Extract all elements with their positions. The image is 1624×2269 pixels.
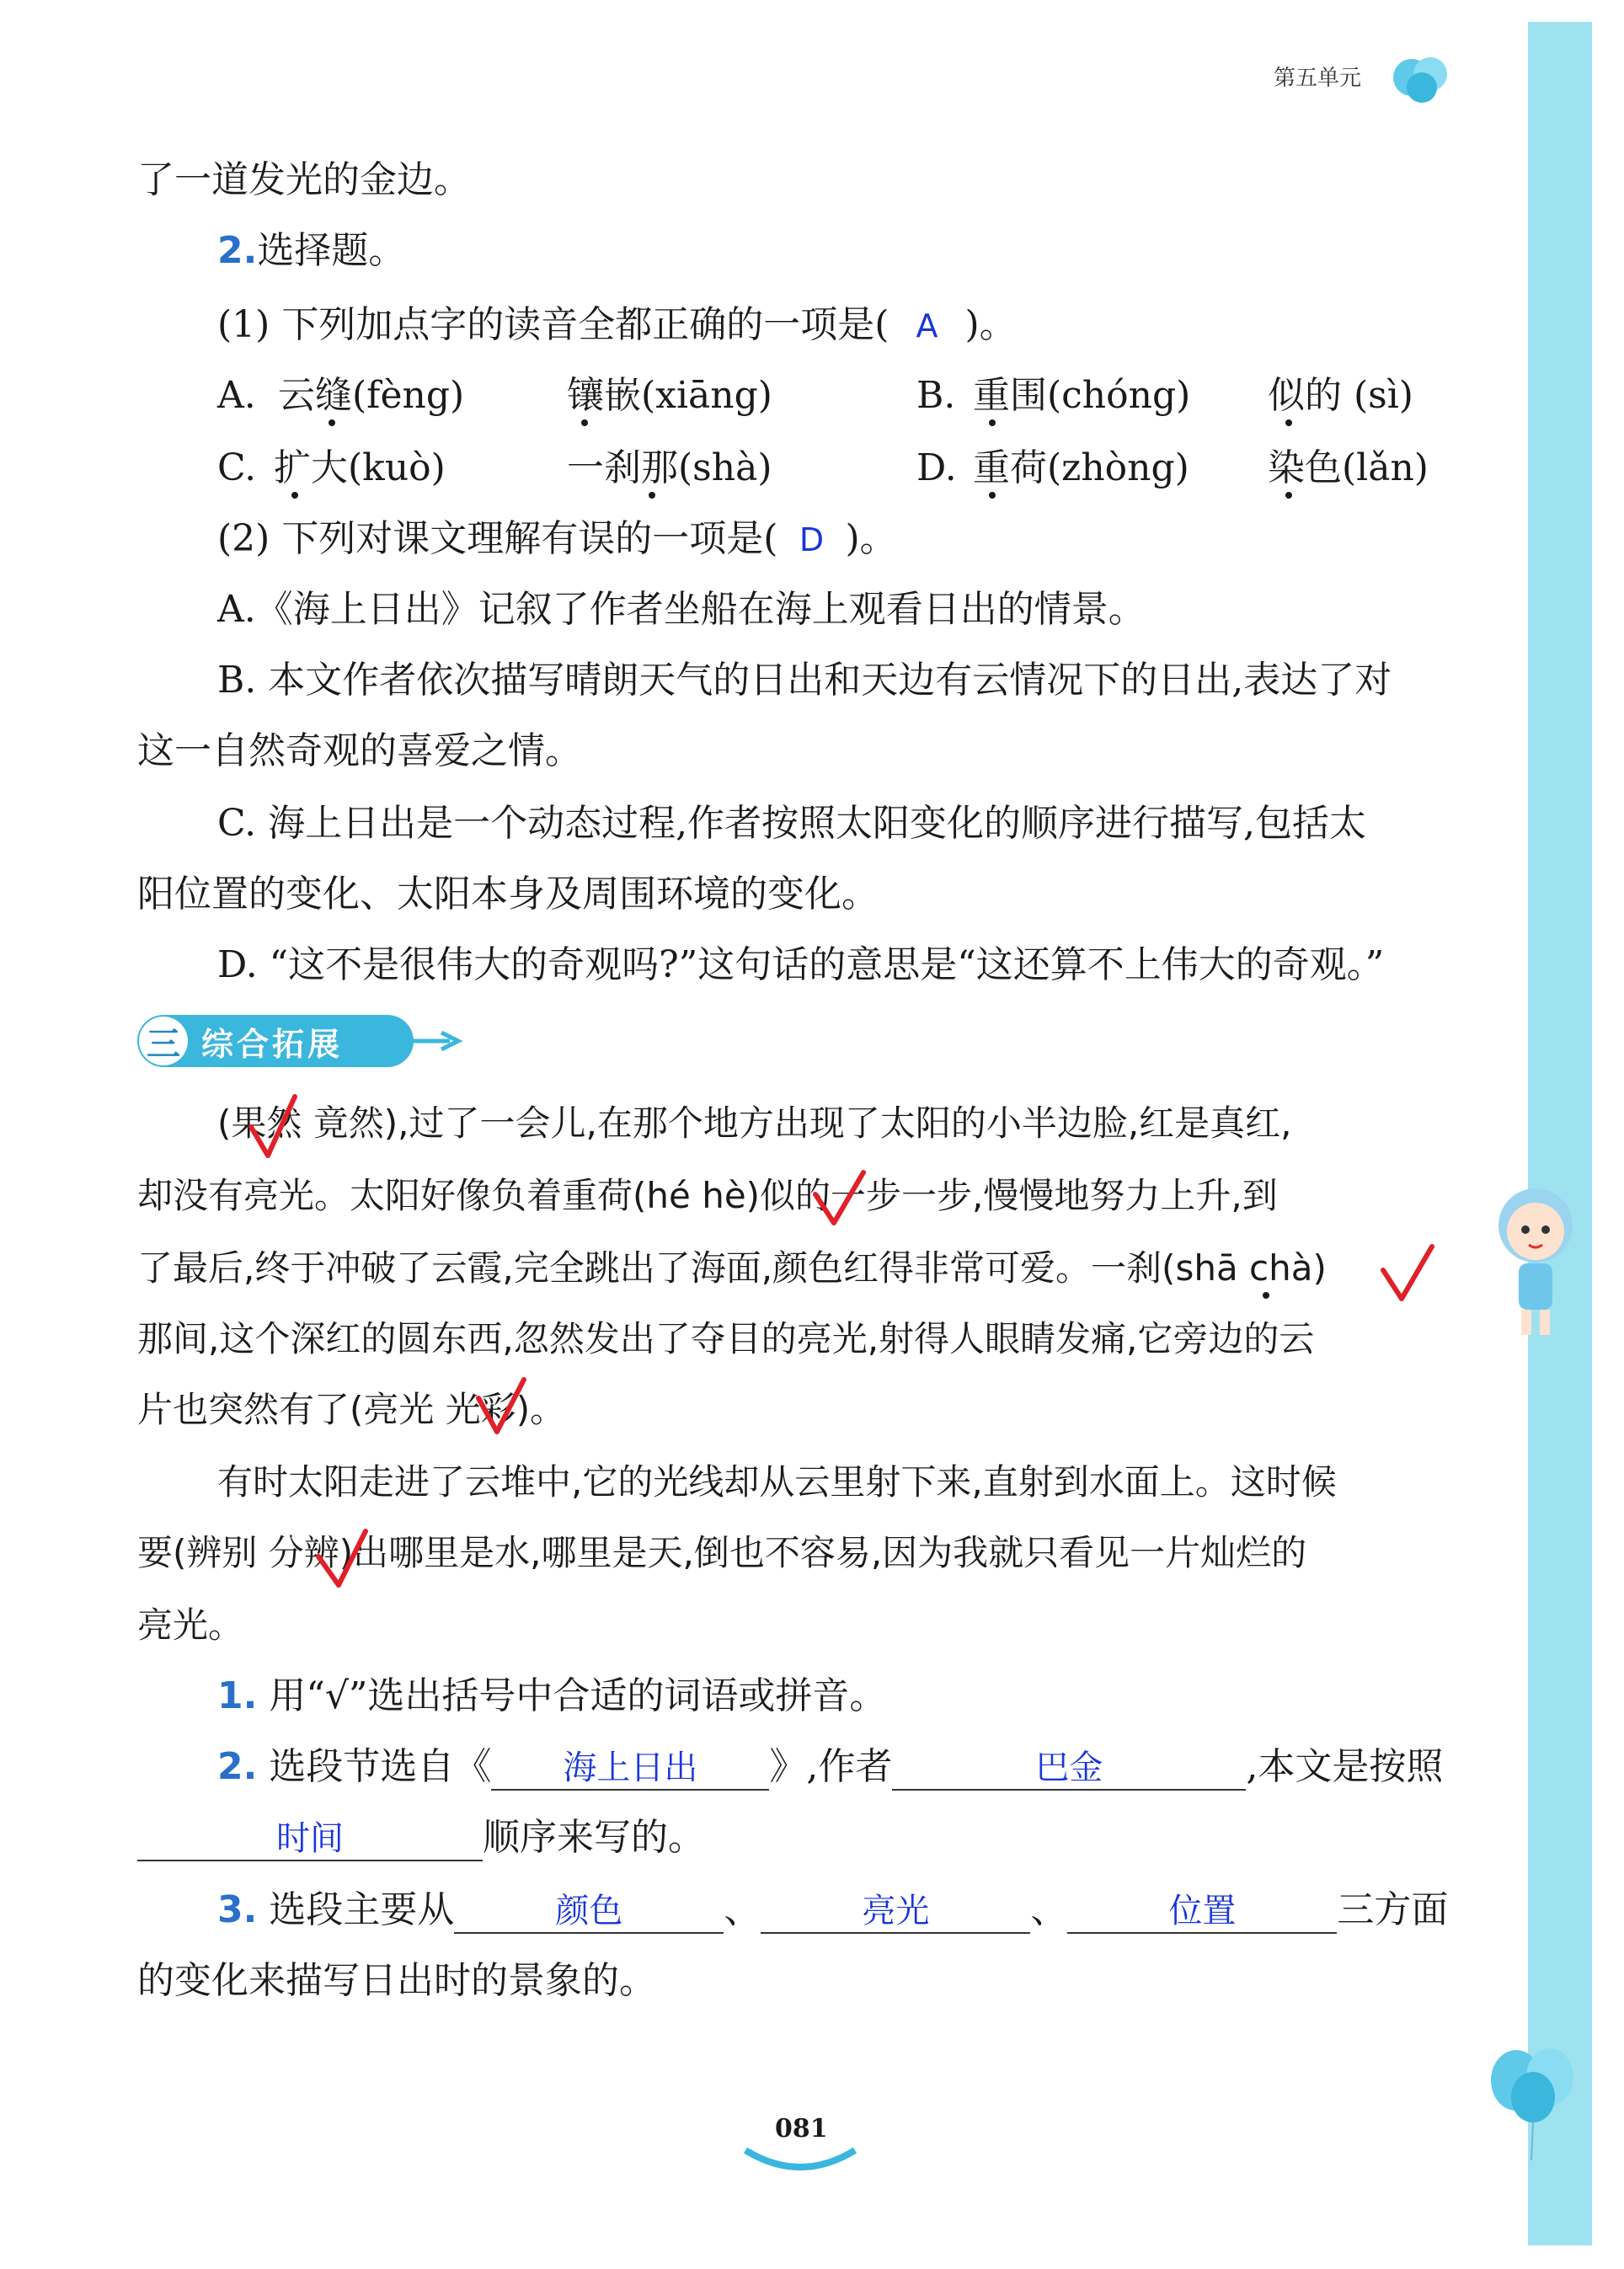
task-2-answer-author: 巴金 <box>892 1747 1246 1791</box>
passage-line-5: 片也突然有了(亮光 光彩)。 <box>137 1389 566 1430</box>
sub2-option-a: A.《海上日出》记叙了作者坐船在海上观看日出的情景。 <box>217 588 1146 631</box>
sub1-option-a-word2: 镶嵌(xiāng) <box>567 374 772 417</box>
task-3-answer-3: 位置 <box>1067 1890 1337 1934</box>
passage-line-4: 那间,这个深红的圆东西,忽然发出了夺目的亮光,射得人眼睛发痛,它旁边的云 <box>137 1318 1315 1359</box>
sub1-option-d-word1: 重荷(zhòng) <box>973 446 1189 489</box>
check-mark-icon <box>318 1531 366 1585</box>
passage-line-3: 了最后,终于冲破了云霞,完全跳出了海面,颜色红得非常可爱。一刹(shā chà) <box>137 1247 1327 1289</box>
balloons-icon <box>1482 2038 1584 2165</box>
passage-line-2: 却没有亮光。太阳好像负着重荷(hé hè)似的一步一步,慢慢地努力上升,到 <box>137 1175 1278 1216</box>
section-title: 综合拓展 <box>201 1025 344 1063</box>
task-3-answer-2: 亮光 <box>761 1890 1030 1934</box>
task-2 <box>217 1743 1443 1791</box>
task-2-continued <box>137 1814 705 1861</box>
sub1-option-c-word1: 扩大(kuò) <box>274 446 446 489</box>
sub1-option-b-label: B. <box>916 374 956 417</box>
task-1-number: 1. <box>217 1674 258 1717</box>
task-2-answer-order: 时间 <box>137 1818 483 1861</box>
sub2-option-b-line2: 这一自然奇观的喜爱之情。 <box>137 729 582 772</box>
task-2-text-d: 顺序来写的。 <box>483 1816 705 1859</box>
task-3-separator: 、 <box>1030 1888 1068 1931</box>
task-3-text-a: 选段主要从 <box>269 1888 455 1931</box>
passage-line-7: 要(辨别 分辨)出哪里是水,哪里是天,倒也不容易,因为我就只看见一片灿烂的 <box>137 1532 1307 1573</box>
sub2-option-c-line1: C. 海上日出是一个动态过程,作者按照太阳变化的顺序进行描写,包括太 <box>217 802 1367 845</box>
sub1-option-c-label: C. <box>217 446 257 489</box>
check-mark-icon <box>1383 1247 1432 1299</box>
continued-text: 了一道发光的金边。 <box>137 158 471 201</box>
sub1-option-a-word1: 云缝(fèng) <box>278 374 465 417</box>
check-mark-icon <box>251 1097 295 1156</box>
page-number: 081 <box>775 2114 828 2144</box>
sub1-option-d-label: D. <box>916 446 957 489</box>
unit-label: 第五单元 <box>1274 66 1362 91</box>
task-3-continued: 的变化来描写日出时的景象的。 <box>137 1959 656 2002</box>
sub1-stem-end: )。 <box>964 303 1017 346</box>
task-2-text-b: 》,作者 <box>769 1745 893 1788</box>
girl-cartoon-icon <box>1489 1179 1582 1348</box>
task-3-separator: 、 <box>724 1888 761 1931</box>
sub2-answer: D <box>799 521 825 558</box>
task-1 <box>217 1673 886 1720</box>
passage-line-6: 有时太阳走进了云堆中,它的光线却从云里射下来,直射到水面上。这时候 <box>217 1461 1337 1503</box>
task-2-number: 2. <box>217 1745 258 1788</box>
sub1-option-b-word2: 似的 (sì) <box>1268 374 1413 417</box>
check-mark-icon <box>478 1380 524 1432</box>
sub1-option-c-word2: 一刹那(shà) <box>567 446 772 489</box>
section-number: 三 <box>139 1017 188 1065</box>
sub1-option-a-label: A. <box>217 374 256 417</box>
sub1-option-d-word2: 染色(lǎn) <box>1268 446 1429 489</box>
task-3-number: 3. <box>217 1888 258 1931</box>
task-2-answer-title: 海上日出 <box>491 1747 769 1791</box>
sub2-stem-text: (2) 下列对课文理解有误的一项是( <box>217 517 778 560</box>
sub1-option-b-word1: 重围(chóng) <box>973 374 1191 417</box>
sub1-stem-text: (1) 下列加点字的读音全都正确的一项是( <box>217 303 889 346</box>
task-3-answer-1: 颜色 <box>454 1890 724 1934</box>
sub2-option-b-line1: B. 本文作者依次描写晴朗天气的日出和天边有云情况下的日出,表达了对 <box>217 659 1392 702</box>
passage-line-8: 亮光。 <box>137 1604 244 1646</box>
task-3-text-b: 三方面 <box>1337 1888 1449 1931</box>
sub2-stem-end: )。 <box>845 517 897 560</box>
task-2-text-a: 选段节选自《 <box>269 1745 492 1788</box>
question-number: 2. <box>217 229 258 272</box>
sub2-option-c-line2: 阳位置的变化、太阳本身及周围环境的变化。 <box>137 873 879 916</box>
task-2-text-c: ,本文是按照 <box>1246 1745 1444 1788</box>
sub1-answer: A <box>916 307 938 344</box>
page-number-wave-icon <box>741 2146 859 2180</box>
question-title: 选择题。 <box>257 229 406 272</box>
passage-line-1: (果然 竟然),过了一会儿,在那个地方出现了太阳的小半边脸,红是真红, <box>217 1102 1292 1144</box>
task-3 <box>217 1887 1448 1934</box>
task-1-text: 用“√”选出括号中合适的词语或拼音。 <box>269 1674 887 1717</box>
sub2-option-d: D. “这不是很伟大的奇观吗?”这句话的意思是“这还算不上伟大的奇观。” <box>217 943 1385 986</box>
check-mark-icon <box>815 1172 863 1223</box>
